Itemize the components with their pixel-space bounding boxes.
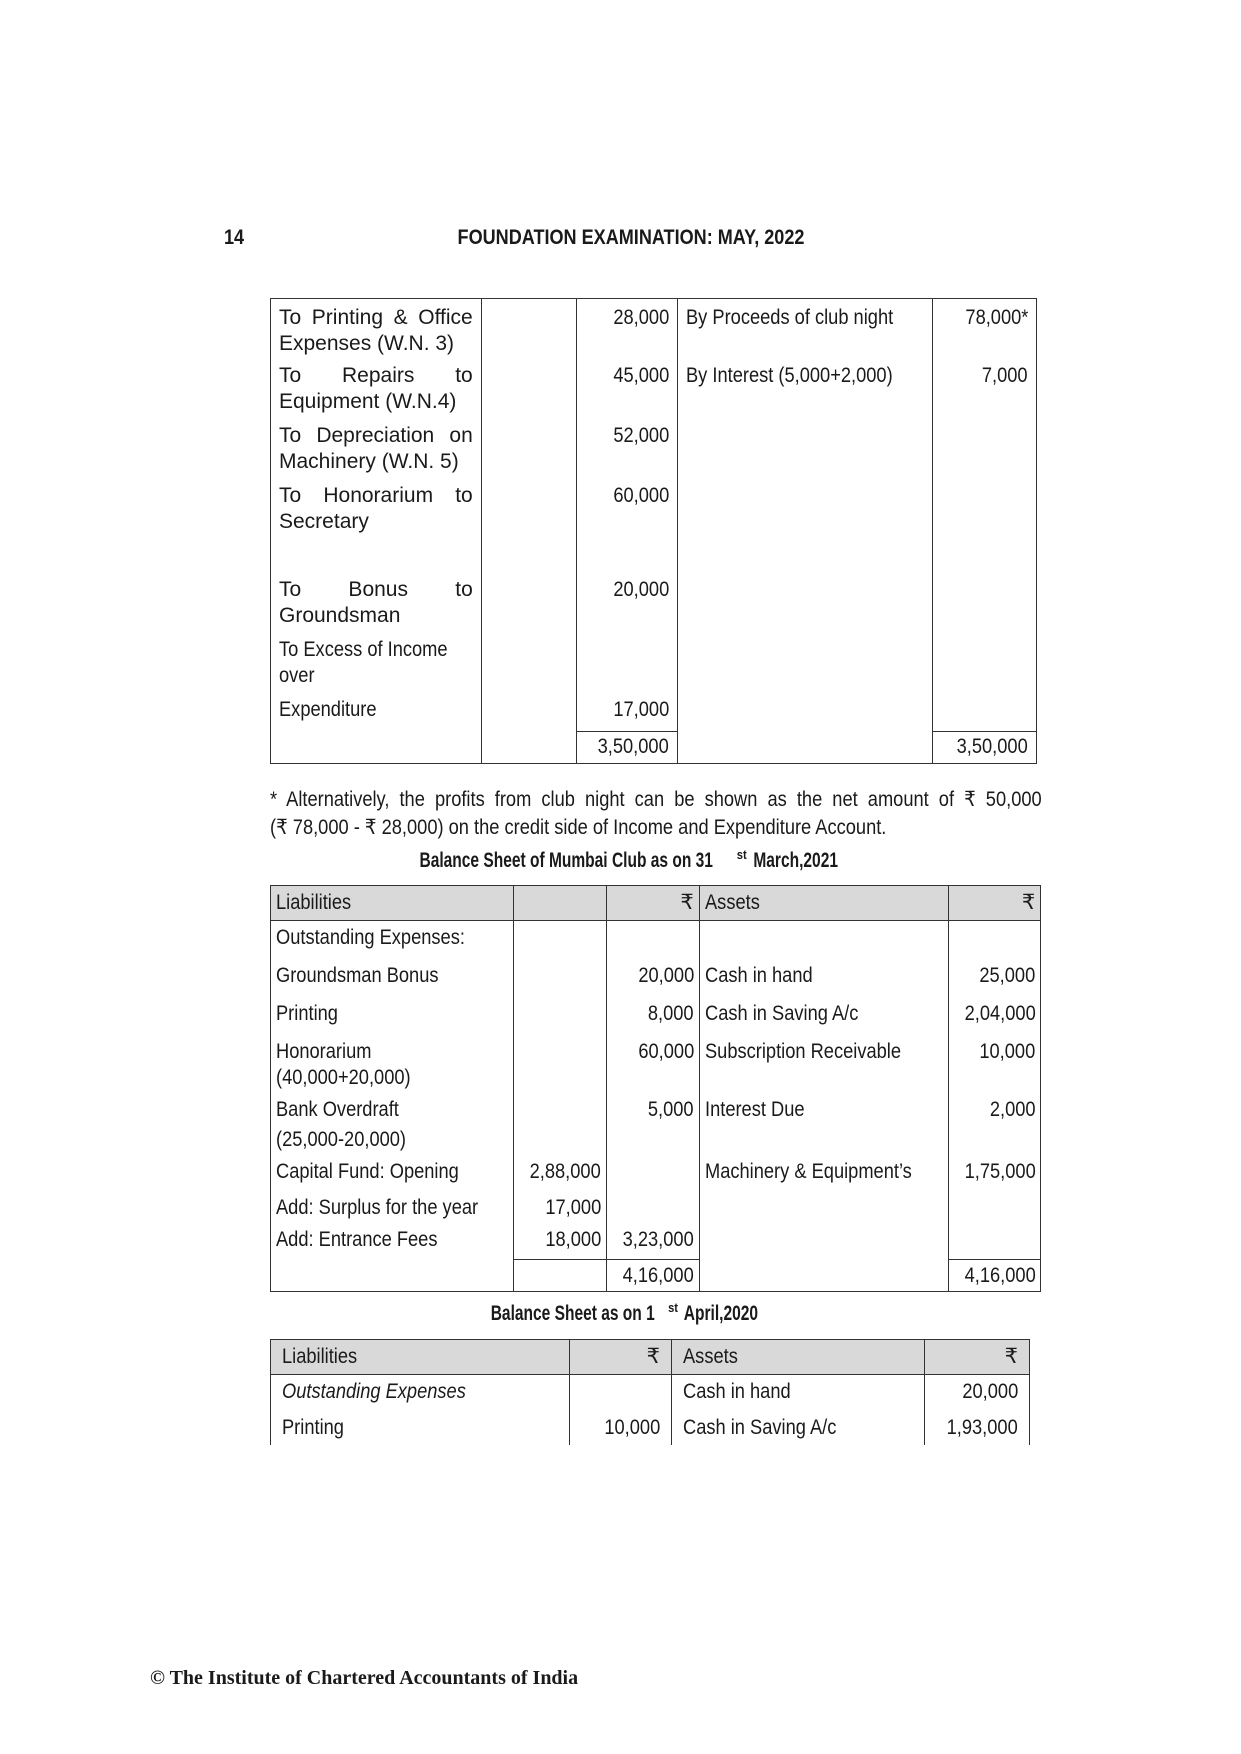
table-row [271, 483, 1037, 577]
table-row [271, 1225, 1041, 1259]
asset-label: Cash in hand [704, 964, 813, 987]
liability-label: (40,000+20,000) [276, 1066, 411, 1089]
page-header-text: FOUNDATION EXAMINATION: MAY, 2022 [457, 226, 805, 249]
liability-amount: 60,000 [637, 1040, 694, 1063]
table-row [271, 359, 1037, 423]
liability-label: Honorarium [276, 1040, 372, 1063]
asset-amount: 2,04,000 [964, 1002, 1036, 1025]
asset-amount: 1,93,000 [946, 1416, 1018, 1439]
credit-item-amount: 78,000* [965, 306, 1028, 329]
debit-item-label: To Repairs to [279, 364, 473, 387]
liability-label: Bank Overdraft [276, 1098, 399, 1121]
credit-item-amount: 7,000 [982, 364, 1028, 387]
table-row [271, 697, 1037, 731]
table-row [271, 1155, 1041, 1193]
liability-label: Printing [276, 1002, 338, 1025]
total-assets: 4,16,000 [964, 1263, 1036, 1287]
table-header-row [271, 886, 1041, 921]
liability-amount: 20,000 [637, 964, 694, 987]
liability-subamount: 17,000 [545, 1196, 602, 1219]
debit-item-label: To Depreciation on [279, 424, 473, 447]
debit-item-amount: 28,000 [613, 306, 669, 329]
title-superscript: st [667, 1300, 678, 1315]
asset-label: Subscription Receivable [704, 1040, 901, 1063]
balance-sheet-2020-title [0, 1300, 1241, 1326]
debit-item-label: Expenses (W.N. 3) [279, 332, 455, 355]
debit-item-label: To Printing & Office [279, 306, 473, 329]
credit-item-label: By Interest (5,000+2,000) [685, 364, 893, 387]
column-header-rupee: ₹ [1021, 891, 1036, 914]
debit-item-amount: 60,000 [613, 484, 669, 507]
footer-copyright: © The Institute of Chartered Accountants of India [150, 1667, 579, 1689]
liability-label: Groundsman Bonus [276, 964, 439, 987]
column-header-rupee: ₹ [1004, 1345, 1018, 1368]
debit-item-label: To Honorarium to [279, 484, 473, 507]
debit-item-amount: 17,000 [613, 698, 669, 721]
balance-sheet-2020-table [270, 1339, 1030, 1445]
total-row [271, 1259, 1041, 1292]
column-header-liabilities: Liabilities [282, 1345, 358, 1368]
table-row [271, 997, 1041, 1035]
table-header-row [271, 1340, 1030, 1375]
debit-item-amount: 45,000 [613, 364, 669, 387]
debit-item-label: over [279, 664, 315, 687]
table-row [271, 959, 1041, 997]
column-header-rupee: ₹ [646, 1345, 660, 1368]
asset-label: Interest Due [704, 1098, 805, 1121]
debit-item-amount: 52,000 [613, 424, 669, 447]
liability-label: Outstanding Expenses [282, 1380, 466, 1403]
asset-amount: 25,000 [979, 964, 1036, 987]
footnote [270, 786, 1042, 842]
table-row [271, 299, 1037, 360]
total-liabilities: 4,16,000 [622, 1263, 694, 1287]
debit-item-label: Machinery (W.N. 5) [279, 450, 459, 473]
credit-item-label: By Proceeds of club night [685, 306, 894, 329]
debit-item-label: Groundsman [279, 604, 401, 627]
asset-amount: 10,000 [979, 1040, 1036, 1063]
title-superscript: st [736, 847, 747, 862]
liability-amount: 10,000 [604, 1416, 660, 1439]
balance-sheet-2021-title [0, 847, 1241, 873]
liability-amount: 5,000 [648, 1098, 694, 1121]
liability-label: Outstanding Expenses: [276, 926, 465, 949]
liability-label: Printing [282, 1416, 344, 1439]
table-row [271, 1035, 1041, 1097]
asset-label: Machinery & Equipment’s [704, 1160, 912, 1183]
table-row [271, 1413, 1030, 1445]
total-credit: 3,50,000 [956, 734, 1028, 758]
balance-sheet-2021-table [270, 885, 1041, 1292]
debit-item-label: Secretary [279, 510, 369, 533]
liability-label: Add: Entrance Fees [276, 1228, 438, 1251]
title-text: March,2021 [753, 849, 839, 872]
asset-amount: 2,000 [989, 1098, 1036, 1121]
footnote-line: * Alternatively, the profits from club night can be shown as the net amount of ₹ 50,000 [270, 788, 1042, 811]
debit-item-label: Equipment (W.N.4) [279, 390, 457, 413]
table-row [271, 1097, 1041, 1155]
asset-label: Cash in hand [682, 1380, 791, 1403]
total-debit: 3,50,000 [597, 734, 669, 758]
column-header-assets: Assets [682, 1345, 738, 1368]
asset-amount: 1,75,000 [964, 1160, 1036, 1183]
income-expenditure-table [270, 298, 1037, 764]
table-row [271, 921, 1041, 960]
debit-item-amount: 20,000 [613, 578, 669, 601]
total-row [271, 731, 1037, 764]
liability-subamount: 2,88,000 [529, 1160, 602, 1183]
title-text: Balance Sheet of Mumbai Club as on 31 [419, 849, 714, 872]
page-header [0, 226, 1241, 250]
liability-subamount: 18,000 [545, 1228, 602, 1251]
liability-label: Add: Surplus for the year [276, 1196, 479, 1219]
debit-item-label: To Excess of Income [279, 638, 448, 661]
column-header-rupee: ₹ [680, 891, 694, 914]
asset-amount: 20,000 [962, 1380, 1018, 1403]
column-header-assets: Assets [704, 891, 760, 914]
debit-item-label: To Bonus to [279, 578, 473, 601]
liability-amount: 8,000 [648, 1002, 694, 1025]
footnote-line: (₹ 78,000 - ₹ 28,000) on the credit side of Income and Expenditure Account. [270, 816, 887, 839]
liability-label: Capital Fund: Opening [276, 1160, 459, 1183]
table-row [271, 637, 1037, 697]
column-header-liabilities: Liabilities [276, 891, 352, 914]
title-text: Balance Sheet as on 1 [490, 1302, 655, 1325]
page-number: 14 [224, 226, 245, 249]
asset-label: Cash in Saving A/c [704, 1002, 859, 1025]
table-row [271, 423, 1037, 483]
table-row [271, 1375, 1030, 1414]
liability-label: (25,000-20,000) [276, 1128, 407, 1151]
asset-label: Cash in Saving A/c [682, 1416, 837, 1439]
liability-amount: 3,23,000 [622, 1228, 694, 1251]
title-text: April,2020 [683, 1302, 758, 1325]
table-row [271, 1193, 1041, 1225]
table-row [271, 577, 1037, 637]
debit-item-label: Expenditure [279, 698, 377, 721]
